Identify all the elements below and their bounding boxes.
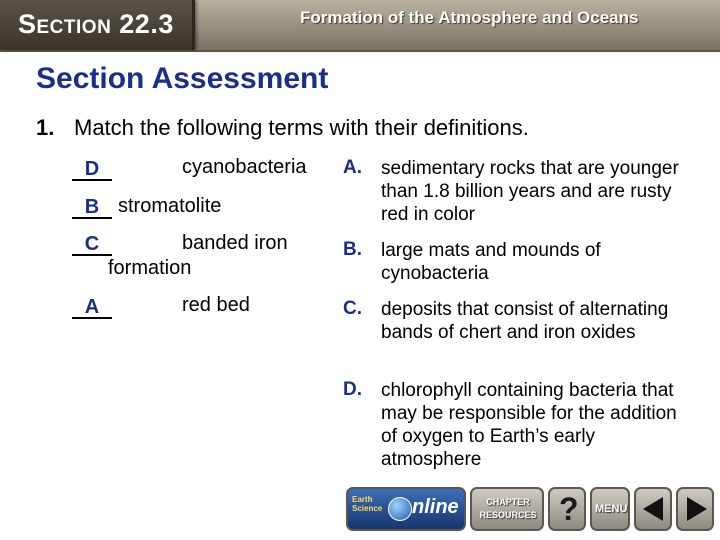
menu-button[interactable]	[590, 487, 630, 531]
definition-letter: C.	[343, 298, 362, 319]
chapter-title: Formation of the Atmosphere and Oceans	[300, 8, 639, 27]
online-word: nline	[412, 496, 459, 518]
answer-blank	[72, 196, 112, 219]
definition-text: large mats and mounds of cynobacteria	[381, 240, 601, 284]
answer-letter: C	[84, 233, 100, 255]
help-button[interactable]	[548, 487, 586, 531]
next-button[interactable]	[676, 487, 714, 531]
answer-letter: B	[84, 196, 100, 218]
question-number: 1.	[36, 115, 55, 140]
previous-button[interactable]	[634, 487, 672, 531]
definition-letter: B.	[343, 239, 362, 260]
page-title: Section Assessment	[36, 62, 329, 95]
answer-blank	[72, 296, 112, 319]
chapter-resources-label: CHAPTER RESOURCES	[479, 497, 537, 520]
earth-science-online-button[interactable]	[346, 487, 466, 531]
forward-arrow-icon	[687, 497, 707, 521]
answer-blank	[72, 233, 112, 256]
term-formation: formation	[108, 257, 192, 279]
answer-letter: A	[84, 296, 100, 318]
question-text: Match the following terms with their definitions.	[74, 115, 529, 140]
chapter-resources-button[interactable]	[470, 487, 544, 531]
section-tab	[0, 0, 195, 50]
definition-text: chlorophyll containing bacteria that may be responsible for the addition of oxygen to Earth’s early atmosphere	[381, 380, 677, 470]
term-cyanobacteria: cyanobacteria	[182, 156, 307, 178]
definition-text: sedimentary rocks that are younger than 1.8 billion years and are rusty red in color	[381, 158, 679, 225]
answer-letter: D	[84, 158, 100, 180]
definition-letter: A.	[343, 157, 362, 178]
online-label: Earth Science	[352, 495, 383, 513]
term-banded-iron: banded iron	[182, 232, 288, 254]
section-label: Section 22.3	[18, 9, 174, 39]
term-red-bed: red bed	[182, 294, 250, 316]
definition-letter: D.	[343, 379, 362, 400]
question-mark-icon: ?	[559, 491, 579, 527]
globe-icon	[388, 497, 412, 521]
menu-label: MENU	[595, 503, 628, 515]
answer-blank	[72, 158, 112, 181]
term-stromatolite: stromatolite	[118, 195, 222, 217]
definition-text: deposits that consist of alternating bands of chert and iron oxides	[381, 299, 669, 343]
back-arrow-icon	[643, 497, 663, 521]
